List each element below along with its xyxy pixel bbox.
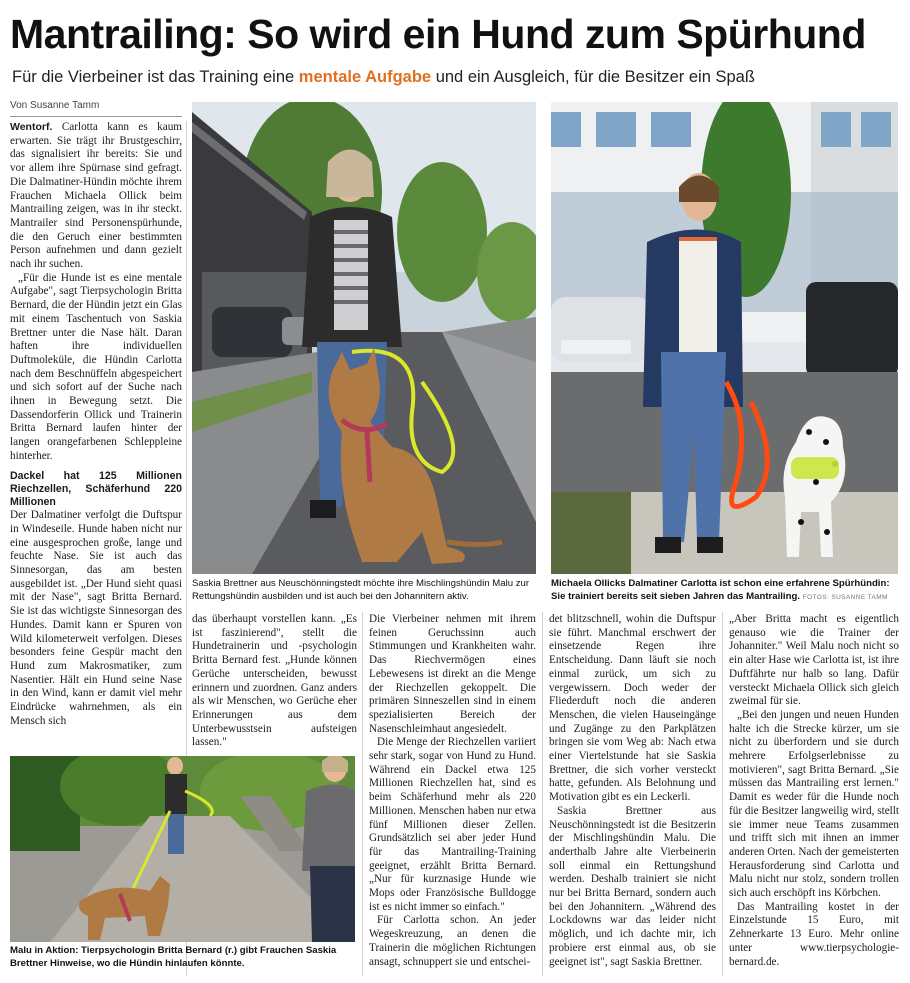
paragraph: Für Carlotta schon. An jeder Wegeskreuzung, an denen die Trainerin die möglichen Richtungen ansagt, schnuppert sie und entschei- [369,914,536,968]
paragraph-text: Carlotta kann es kaum erwarten. Sie trägt ihr Brustgeschirr, das signalisiert ihr bereits: Sie und vor allem ihre Spürnase sind gefragt. Die Dalmatiner-Hündin möchte ihrem Frauchen Michaela Ollick beim Mantrailing zeigen, was in ihr steckt. Mantrailer sind Personenspürhunde, die den Geruch einer bestimmten Person aufnehmen und dann gezielt nach ihr suchen. [10,121,182,271]
photo-credit: FOTOS: SUSANNE TAMM [802,593,888,601]
photo-saskia-malu [192,102,536,574]
headline: Mantrailing: So wird ein Hund zum Spürhund [10,11,866,57]
subhead-accent: mentale Aufgabe [298,68,432,86]
paragraph: „Bei den jungen und neuen Hunden halte ich die Strecke kürzer, um sie nicht zu überfordern und sie durch mehrere Erfolgserlebnisse zu motivieren", sagt Britta Bernard. „Sie müssen das Mantrailing erst lernen." Damit es weder für die Hunde noch für die Besitzer langweilig wird, stellt sie immer neue Teams zusammen und trifft sich mit ihnen an immer anderen Orten. Nach der gemeisterten Herausforderung sind Carlotta und Malu nicht nur stolz, sondern trollen sich auch erschöpft ins Körbchen. [729,708,899,900]
article-column-2 [192,613,357,748]
dateline: Wentorf. [10,121,53,133]
photo-saskia-malu-image [192,102,536,574]
paragraph: „Aber Britta macht es eigentlich genauso wie die Trainer der Johanniter." Weil Malu noch nicht so ein alter Hase wie Carlotta ist, ist ihre Duftfährte nur halb so lang. Dafür versteckt Michaela Ollick sich gleich zweimal für sie. [729,613,899,708]
column-rule [542,612,543,976]
column-rule [362,612,363,976]
photo-malu-in-action-image [10,756,355,942]
paragraph: Das Mantrailing kostet in der Einzelstunde 15 Euro, mit Zehnerkarte 13 Euro. Mehr online unter www.tierpsychologie-bernard.de. [729,900,899,968]
caption-photo-saskia-malu: Saskia Brettner aus Neuschönningstedt möchte ihre Mischlingshündin Malu zur Rettungshündin ausbilden und ist auch bei den Johannitern aktiv. [192,578,530,602]
article-column-3 [369,613,536,969]
photo-malu-in-action [10,756,355,942]
article-column-4 [549,613,716,969]
paragraph: das überhaupt vorstellen kann. „Es ist faszinierend", stellt die Hundetrainerin und -psychologin Britta Bernard fest. „Hunde können Gerüche unterscheiden, bewusst erinnern und zuordnen. Ganz anders als wir Menschen, wo Gerüche eher Erinnerungen aus dem Unterbewusstsein aufsteigen lassen." [192,613,357,748]
caption-photo-michaela-carlotta [551,578,898,606]
paragraph: Die Menge der Riechzellen variiert sehr stark, sogar von Hund zu Hund. Während ein Dackel etwa 125 Millionen Riechzellen hat, sind es beim Schäferhund mehr als 220 Millionen. Menschen haben nur etwa fünf Millionen dieser Zellen. Grundsätzlich sei aber jeder Hund für das Mantrailing-Training geeignet, erzählt Britta Bernard. „Nur für kurznasige Hunde wie Mops oder Französische Bulldogge ist es nicht immer so einfach." [369,736,536,913]
caption-text: Michaela Ollicks Dalmatiner Carlotta ist schon eine erfahrene Spürhündin: Sie trainiert bereits seit sieben Jahren das Mantrailing. [551,578,890,602]
column-rule [722,612,723,976]
caption-photo-malu-in-action: Malu in Aktion: Tierpsychologin Britta Bernard (r.) gibt Frauchen Saskia Brettner Hinweise, wo die Hündin hinlaufen könnte. [10,945,337,969]
paragraph: Der Dalmatiner verfolgt die Duftspur in Windeseile. Hunde haben nicht nur eine ausgesprochen große, lange und feuchte Nase. Sie ist auch das Sinnesorgan, das am besten ausgebildet ist. „Der Hund sieht quasi mit der Nase", sagt Britta Bernard. Sie ist das wichtigste Sinnesorgan des Hundes. Damit kann er Spuren von Wild kilometerweit verfolgen. Dieses besonders feine Gespür macht den Hund zum Makrosmatiker, zum Nasentier. Hält ein Hund seine Nase in den Wind, kann er damit viel mehr Eindrücke wahrnehmen, als ein Mensch sich [10,509,182,727]
paragraph: „Für die Hunde ist es eine mentale Aufgabe", sagt Tierpsychologin Britta Bernard, die der Hündin jetzt ein Glas mit einem Taschentuch von Saskia Brettner unter die Nase hält. Daran haften ihre individuellen Duftmoleküle, die Hündin Carlotta nach dem Beschnüffeln abgespeichert und sich sofort auf der Suche nach ihnen in Bewegung setzt. Die Dassendorferin Ollick und Trainerin Britta Bernard laufen hinter der langen orangefarbenen Schleppleine hinterher. [10,271,182,462]
paragraph: Saskia Brettner aus Neuschönningstedt ist die Besitzerin der Mischlingshündin Malu. Die anderthalb Jahre alte Vierbeinerin soll einmal ein Rettungshund werden. Deshalb trainiert sie nicht nur bei Britta Bernard, sondern auch bei den Johannitern. „Während des Lockdowns war das leider nicht möglich, und ich dachte mir, ich probiere erst einmal aus, ob sie geeignet ist", sagt Saskia Brettner. [549,804,716,968]
byline: Von Susanne Tamm [10,99,182,117]
photo-michaela-carlotta [551,102,898,574]
subheadline [12,66,902,88]
photo-michaela-carlotta-image [551,102,898,574]
crosshead: Dackel hat 125 Millionen Riechzellen, Schäferhund 220 Millionen [10,469,182,508]
article-column-5 [729,613,899,969]
subhead-text-before: Für die Vierbeiner ist das Training eine [12,68,299,86]
paragraph: det blitzschnell, wohin die Duftspur sie führt. Manchmal erschwert der einsetzende Regen ihre Entscheidung. Dann läuft sie noch einmal zurück, um sich zu vergewissern. Doch weder der Fliederduft noch die anderen Menschen, die vielen Hauseingänge und Zugänge zu den Parkplätzen bringen sie vom Weg ab: Nach etwa einer Viertelstunde hat sie Saskia Brettner, die sich vorher versteckt hatte, gefunden. Als Belohnung und Motivation gibt es ein Leckerli. [549,613,716,804]
paragraph: Die Vierbeiner nehmen mit ihrem feinen Geruchssinn auch Stimmungen und Krankheiten wahr. Das Riechvermögen eines Lebewesens ist direkt an die Menge der Riechzellen gekoppelt. Die primären Sinneszellen sind in einem spezialisierten Bereich der Nasenschleimhaut angesiedelt. [369,613,536,735]
paragraph [10,121,182,272]
subhead-text-after: und ein Ausgleich, für die Besitzer ein Spaß [431,68,755,86]
